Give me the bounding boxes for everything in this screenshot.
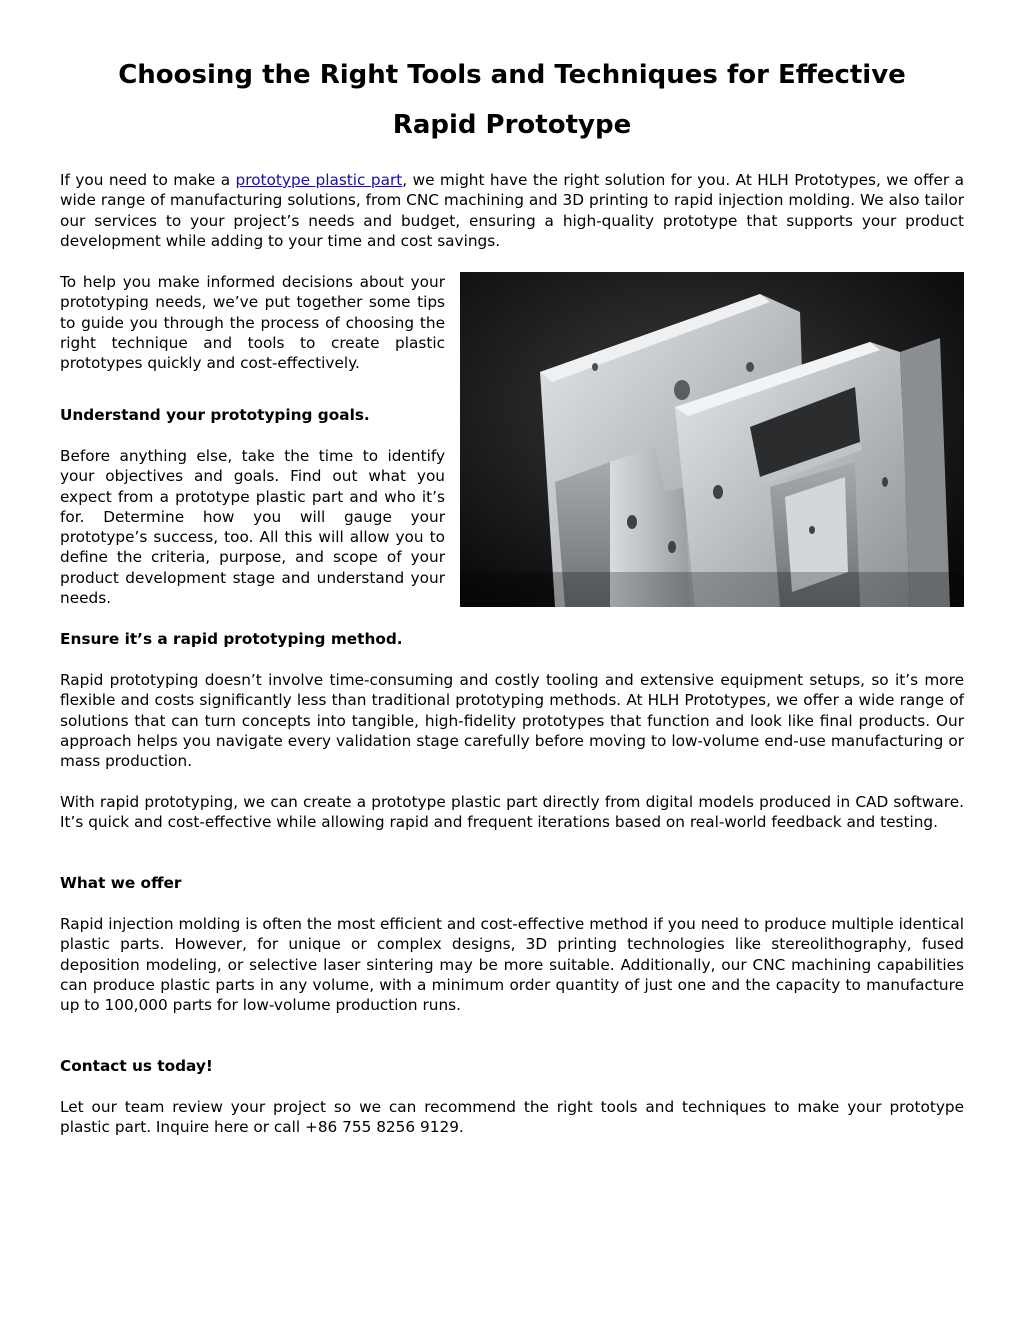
machined-aluminum-part-photo — [460, 272, 964, 607]
page-title-line-1: Choosing the Right Tools and Techniques for Effective — [118, 60, 906, 90]
machined-part-illustration — [460, 272, 964, 607]
method-paragraph-2: With rapid prototyping, we can create a prototype plastic part directly from digital models produced in CAD software. It’s quick and cost-effective while allowing rapid and frequent iterations based on real-world feedback and testing. — [60, 793, 964, 832]
method-paragraph-1: Rapid prototyping doesn’t involve time-consuming and costly tooling and extensive equipment setups, so it’s more flexible and costs significantly less than traditional prototyping methods. At HLH Prototypes, we offer a wide range of solutions that can turn concepts into tangible, high-fidelity prototypes that function and look like final products. Our approach helps you navigate every validation stage carefully before moving to low-volume end-use manufacturing or mass production. — [60, 671, 964, 771]
goals-paragraph: Before anything else, take the time to identify your objectives and goals. Find out what you expect from a prototype plastic part and who it’s for. Determine how you will gauge your prototype’s success, too. All this will allow you to define the criteria, purpose, and scope of your product development stage and understand your needs. — [60, 447, 445, 608]
contact-paragraph: Let our team review your project so we can recommend the right tools and techniques to make your prototype plastic part. Inquire here or call +86 755 8256 9129. — [60, 1098, 964, 1137]
goals-heading: Understand your prototyping goals. — [60, 406, 370, 424]
tips-intro-paragraph: To help you make informed decisions about your prototyping needs, we’ve put together some tips to guide you through the process of choosing the right technique and tools to create plastic prototypes quickly and cost-effectively. — [60, 273, 445, 373]
intro-text-before-link: If you need to make a — [60, 171, 236, 189]
offer-heading: What we offer — [60, 874, 182, 892]
page-title-line-2: Rapid Prototype — [392, 110, 632, 140]
intro-paragraph — [60, 170, 964, 251]
method-heading: Ensure it’s a rapid prototyping method. — [60, 630, 403, 648]
prototype-plastic-part-link[interactable]: prototype plastic part — [235, 171, 403, 189]
intro-text-after-link: , we might have the right solution for you. At HLH Prototypes, we offer a wide range of manufacturing solutions, from CNC machining and 3D printing to rapid injection molding. We also tailor our services to your project’s needs and budget, ensuring a high-quality prototype that supports your product development while adding to your time and cost savings. — [60, 171, 965, 250]
page-title — [60, 50, 964, 150]
offer-paragraph: Rapid injection molding is often the most efficient and cost-effective method if you need to produce multiple identical plastic parts. However, for unique or complex designs, 3D printing technologies like stereolithography, fused deposition modeling, or selective laser sintering may be more suitable. Additionally, our CNC machining capabilities can produce plastic parts in any volume, with a minimum order quantity of just one and the capacity to manufacture up to 100,000 parts for low-volume production runs. — [60, 915, 964, 1015]
contact-heading: Contact us today! — [60, 1057, 213, 1075]
